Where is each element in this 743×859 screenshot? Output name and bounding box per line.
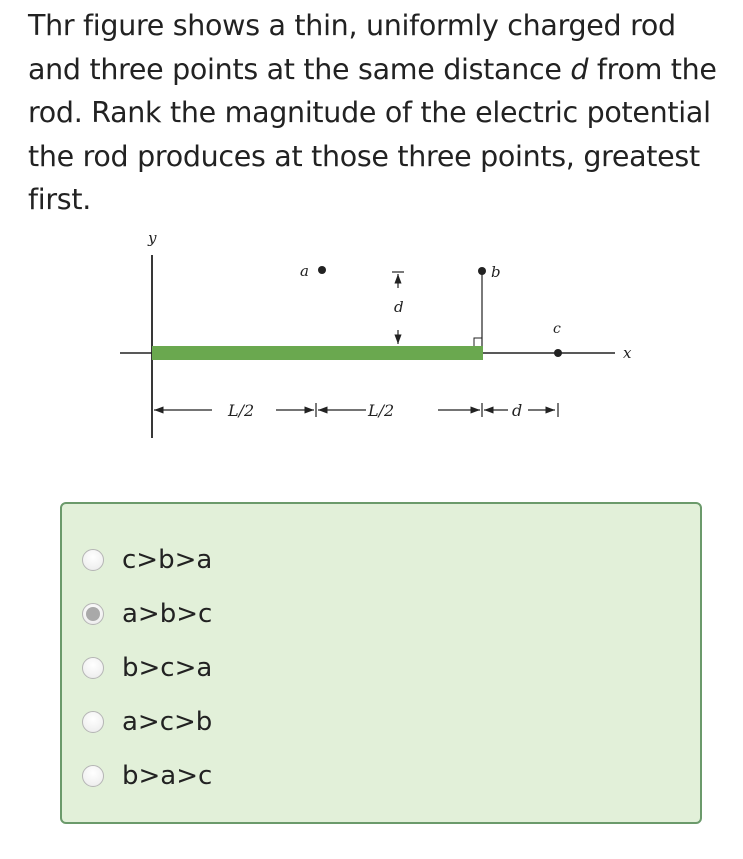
dim-mid-label: L/2	[368, 401, 395, 420]
answer-option-2[interactable]	[82, 594, 212, 634]
radio-button[interactable]	[82, 549, 104, 571]
answer-option-4[interactable]	[82, 702, 212, 742]
y-axis-label: y	[148, 229, 157, 247]
answer-option-label: c>b>a	[122, 545, 213, 575]
answer-option-label: a>c>b	[122, 707, 213, 737]
point-b-label: b	[491, 263, 501, 281]
radio-button[interactable]	[82, 765, 104, 787]
x-axis-label: x	[623, 344, 632, 362]
radio-button[interactable]	[82, 657, 104, 679]
right-angle-marker	[474, 338, 482, 346]
answer-option-3[interactable]	[82, 648, 212, 688]
question-part-2: from the rod. Rank the magnitude of the electric potential the rod produces at those three points, greatest first.	[28, 52, 717, 216]
answer-option-label: a>b>c	[122, 599, 213, 629]
question-var-d: d	[570, 52, 589, 86]
dim-left-label: L/2	[228, 401, 255, 420]
answer-options-panel	[60, 502, 702, 824]
answer-option-1[interactable]	[82, 540, 212, 580]
point-a-label: a	[300, 262, 309, 280]
radio-button-selected[interactable]	[82, 603, 104, 625]
point-a	[318, 266, 326, 274]
answer-option-5[interactable]	[82, 756, 212, 796]
point-c-label: c	[553, 321, 561, 337]
point-c	[554, 349, 562, 357]
radio-button[interactable]	[82, 711, 104, 733]
question-part-1: Thr figure shows a thin, uniformly charged rod and three points at the same distance	[28, 9, 676, 86]
answer-option-label: b>a>c	[122, 761, 213, 791]
charged-rod	[152, 346, 483, 360]
d-marker-label: d	[394, 298, 404, 316]
dim-right-label: d	[512, 401, 523, 420]
answer-option-label: b>c>a	[122, 653, 213, 683]
